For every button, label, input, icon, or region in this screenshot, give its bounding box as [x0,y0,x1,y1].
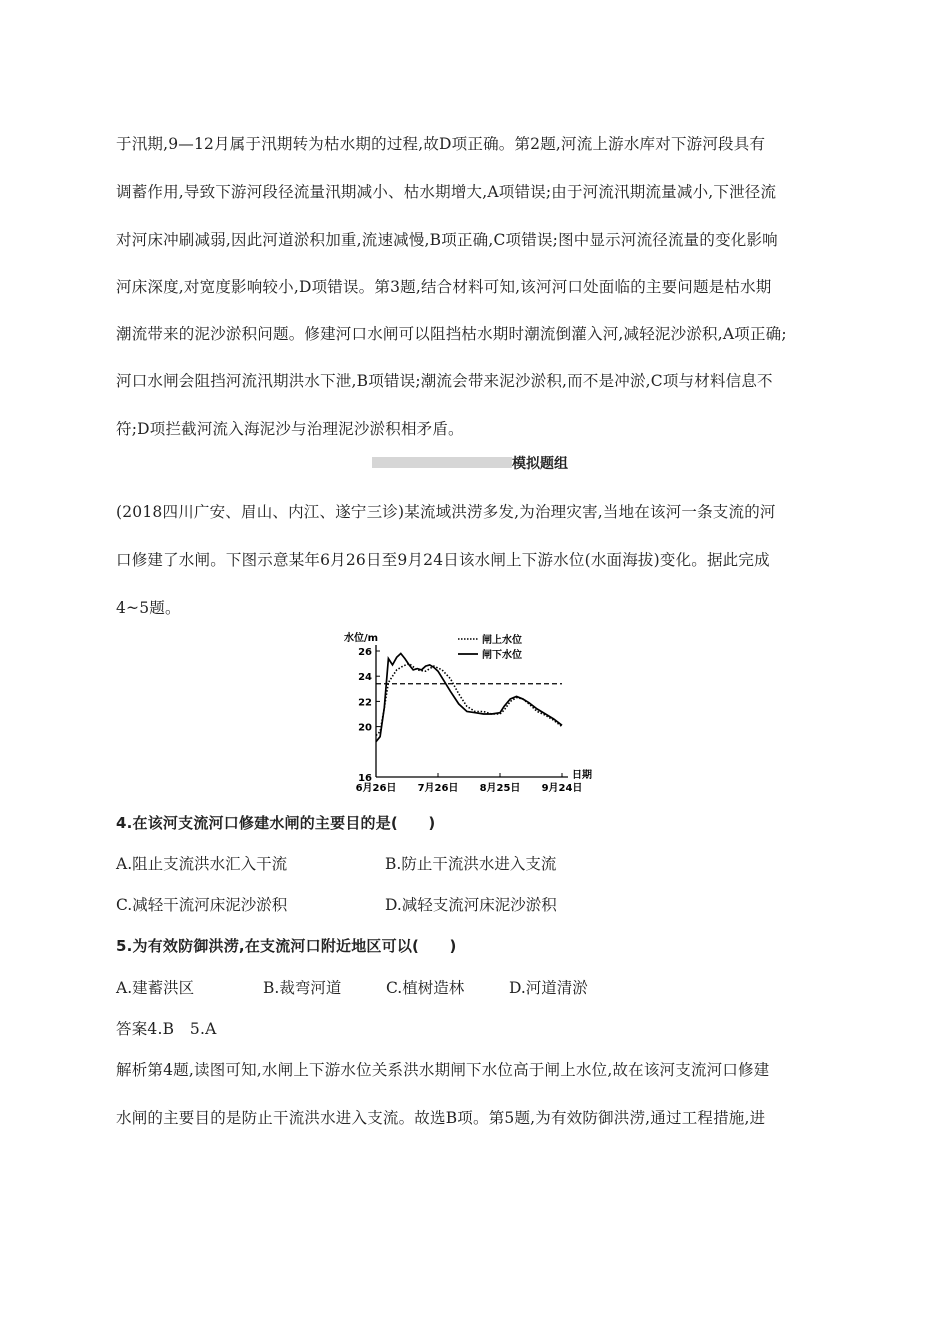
y-tick-label: 26 [358,647,372,658]
legend-label-downstream: 闸下水位 [482,650,522,661]
explanation-line-3: 对河床冲刷减弱,因此河道淤积加重,流速减慢,B项正确,C项错误;图中显示河流径流量的变化影响 [116,231,778,249]
explanation-line-7: 符;D项拦截河流入海泥沙与治理泥沙淤积相矛盾。 [116,420,464,438]
x-tick-label: 8月25日 [479,783,521,794]
x-tick-label: 9月24日 [541,783,583,794]
section-title: 模拟题组 [512,456,568,472]
section-title-bar [372,457,512,468]
material-line-1: (2018四川广安、眉山、内江、遂宁三诊)某流域洪涝多发,为治理灾害,当地在该河一条支流的河 [116,503,776,521]
x-tick-label: 6月26日 [355,783,397,794]
series-line-upstream [376,664,562,736]
material-line-2: 口修建了水闸。下图示意某年6月26日至9月24日该水闸上下游水位(水面海拔)变化。据此完成 [116,551,770,569]
material-line-3: 4~5题。 [116,599,181,617]
x-tick-label: 7月26日 [417,783,459,794]
q4-option-a: A.阻止支流洪水汇入干流 [116,855,288,873]
q4-option-d: D.减轻支流河床泥沙淤积 [385,896,557,914]
explanation-line-6: 河口水闸会阻挡河流汛期洪水下泄,B项错误;潮流会带来泥沙淤积,而不是冲淤,C项与材料信息不 [116,372,773,390]
answer-line: 答案4.B 5.A [116,1020,217,1038]
y-tick-label: 20 [358,722,372,734]
y-tick-label: 24 [358,672,372,684]
q5-option-c: C.植树造林 [386,979,465,997]
y-axis-label: 水位/m [344,633,379,644]
explanation-line-5: 潮流带来的泥沙淤积问题。修建河口水闸可以阻挡枯水期时潮流倒灌入河,减轻泥沙淤积,A项正确; [116,325,787,343]
q5-option-b: B.裁弯河道 [263,979,342,997]
series-line-downstream [376,654,562,742]
y-tick-label: 16 [358,773,372,784]
q4-option-c: C.减轻干流河床泥沙淤积 [116,896,288,914]
explanation-line-2: 调蓄作用,导致下游河段径流量汛期减小、枯水期增大,A项错误;由于河流汛期流量减小,下泄径流 [116,183,777,201]
chart-legend [458,633,522,661]
analysis-line-2: 水闸的主要目的是防止干流洪水进入支流。故选B项。第5题,为有效防御洪涝,通过工程措施,进 [116,1109,766,1127]
question-4-stem: 4.在该河支流河口修建水闸的主要目的是( ) [116,814,436,832]
explanation-line-1: 于汛期,9—12月属于汛期转为枯水期的过程,故D项正确。第2题,河流上游水库对下游河段具有 [116,135,766,153]
explanation-line-4: 河床深度,对宽度影响较小,D项错误。第3题,结合材料可知,该河河口处面临的主要问题是枯水期 [116,278,772,296]
q5-option-a: A.建蓄洪区 [116,979,195,997]
analysis-line-1: 解析第4题,读图可知,水闸上下游水位关系洪水期闸下水位高于闸上水位,故在该河支流河口修建 [116,1061,770,1079]
legend-label-upstream: 闸上水位 [482,635,522,646]
q4-option-b: B.防止干流洪水进入支流 [385,855,557,873]
x-axis-label: 日期 [572,770,592,781]
water-level-chart [340,625,600,800]
q5-option-d: D.河道清淤 [509,979,588,997]
y-tick-label: 22 [358,697,372,709]
question-5-stem: 5.为有效防御洪涝,在支流河口附近地区可以( ) [116,937,457,955]
